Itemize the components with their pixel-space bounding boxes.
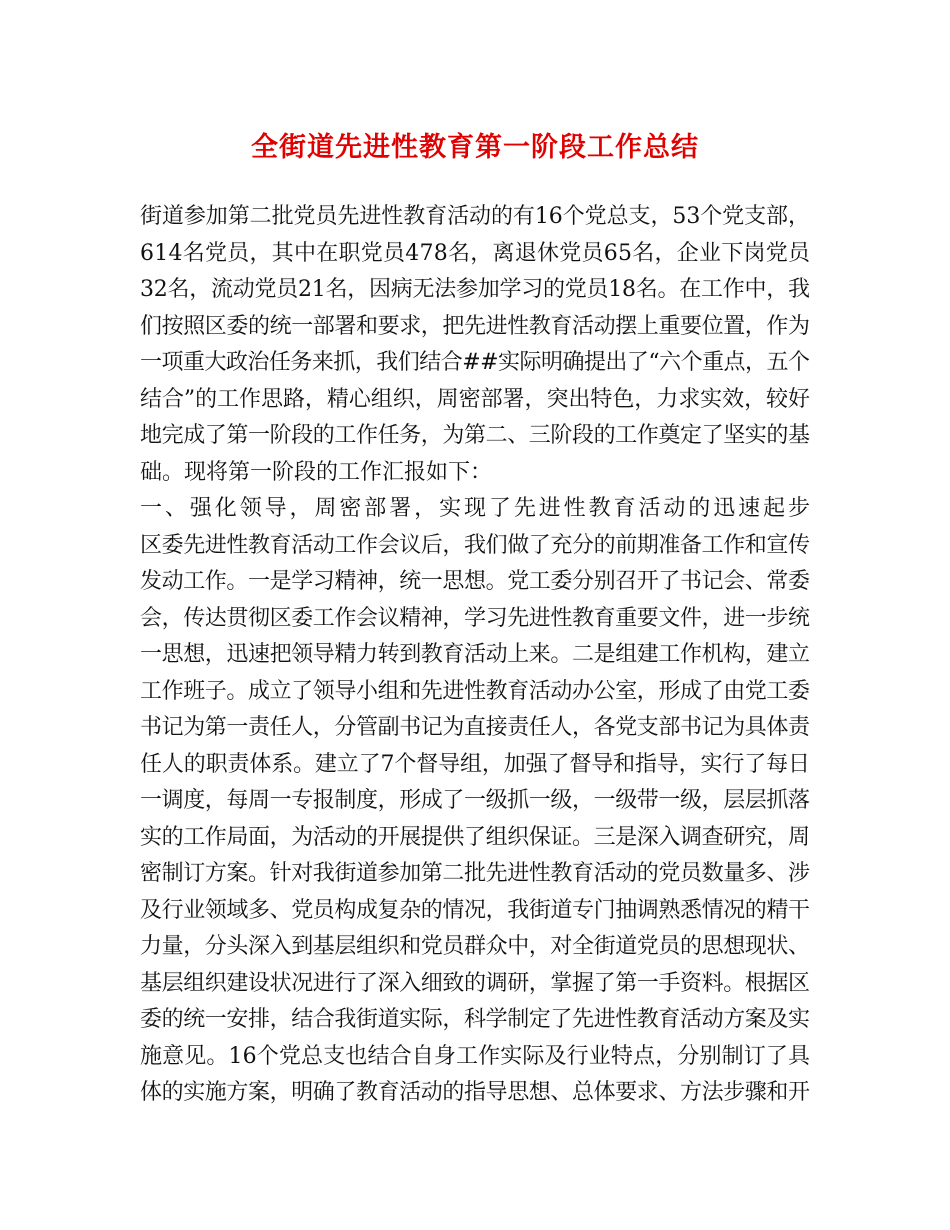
body-line: 们按照区委的统一部署和要求，把先进性教育活动摆上重要位置，作为: [140, 313, 810, 339]
body-line: 一思想，迅速把领导精力转到教育活动上来。二是组建工作机构，建立: [140, 642, 810, 667]
body-line: 一项重大政治任务来抓，我们结合##实际明确提出了“六个重点，五个: [140, 350, 810, 375]
body-line: 书记为第一责任人，分管副书记为直接责任人，各党支部书记为具体责: [140, 715, 810, 740]
body-line: 及行业领域多、党员构成复杂的情况，我街道专门抽调熟悉情况的精干: [140, 897, 810, 923]
body-line: 一调度，每周一专报制度，形成了一级抓一级，一级带一级，层层抓落: [140, 788, 810, 813]
body-line: 32名，流动党员21名，因病无法参加学习的党员18名。在工作中，我: [140, 277, 810, 302]
body-line: 会，传达贯彻区委工作会议精神，学习先进性教育重要文件，进一步统: [140, 605, 810, 631]
document-title: 全街道先进性教育第一阶段工作总结: [251, 132, 699, 163]
body-line: 任人的职责体系。建立了7个督导组，加强了督导和指导，实行了每日: [140, 751, 810, 777]
body-line: 委的统一安排，结合我街道实际，科学制定了先进性教育活动方案及实: [140, 1007, 810, 1032]
body-line: 结合”的工作思路，精心组织，周密部署，突出特色，力求实效，较好: [140, 386, 810, 412]
body-line: 一、强化领导，周密部署，实现了先进性教育活动的迅速起步: [140, 496, 813, 521]
document-body: [140, 199, 813, 1112]
body-line: 施意见。16个党总支也结合自身工作实际及行业特点，分别制订了具: [140, 1043, 811, 1069]
body-line: 发动工作。一是学习精神，统一思想。党工委分别召开了书记会、常委: [140, 569, 810, 594]
body-line: 街道参加第二批党员先进性教育活动的有16个党总支，53个党支部，: [140, 204, 810, 229]
body-line: 基层组织建设状况进行了深入细致的调研，掌握了第一手资料。根据区: [140, 970, 810, 996]
body-line: 密制订方案。针对我街道参加第二批先进性教育活动的党员数量多、涉: [140, 861, 810, 886]
body-line: 地完成了第一阶段的工作任务，为第二、三阶段的工作奠定了坚实的基: [140, 423, 810, 448]
body-line: 区委先进性教育活动工作会议后，我们做了充分的前期准备工作和宣传: [140, 532, 810, 558]
body-line: 力量，分头深入到基层组织和党员群众中，对全街道党员的思想现状、: [140, 934, 810, 959]
body-line: 实的工作局面，为活动的开展提供了组织保证。三是深入调查研究，周: [140, 824, 810, 850]
body-line: 工作班子。成立了领导小组和先进性教育活动办公室，形成了由党工委: [140, 678, 810, 704]
body-line: 体的实施方案，明确了教育活动的指导思想、总体要求、方法步骤和开: [140, 1080, 810, 1105]
body-line: 614名党员，其中在职党员478名，离退休党员65名，企业下岗党员: [140, 240, 811, 266]
body-line: 础。现将第一阶段的工作汇报如下：: [140, 459, 493, 485]
